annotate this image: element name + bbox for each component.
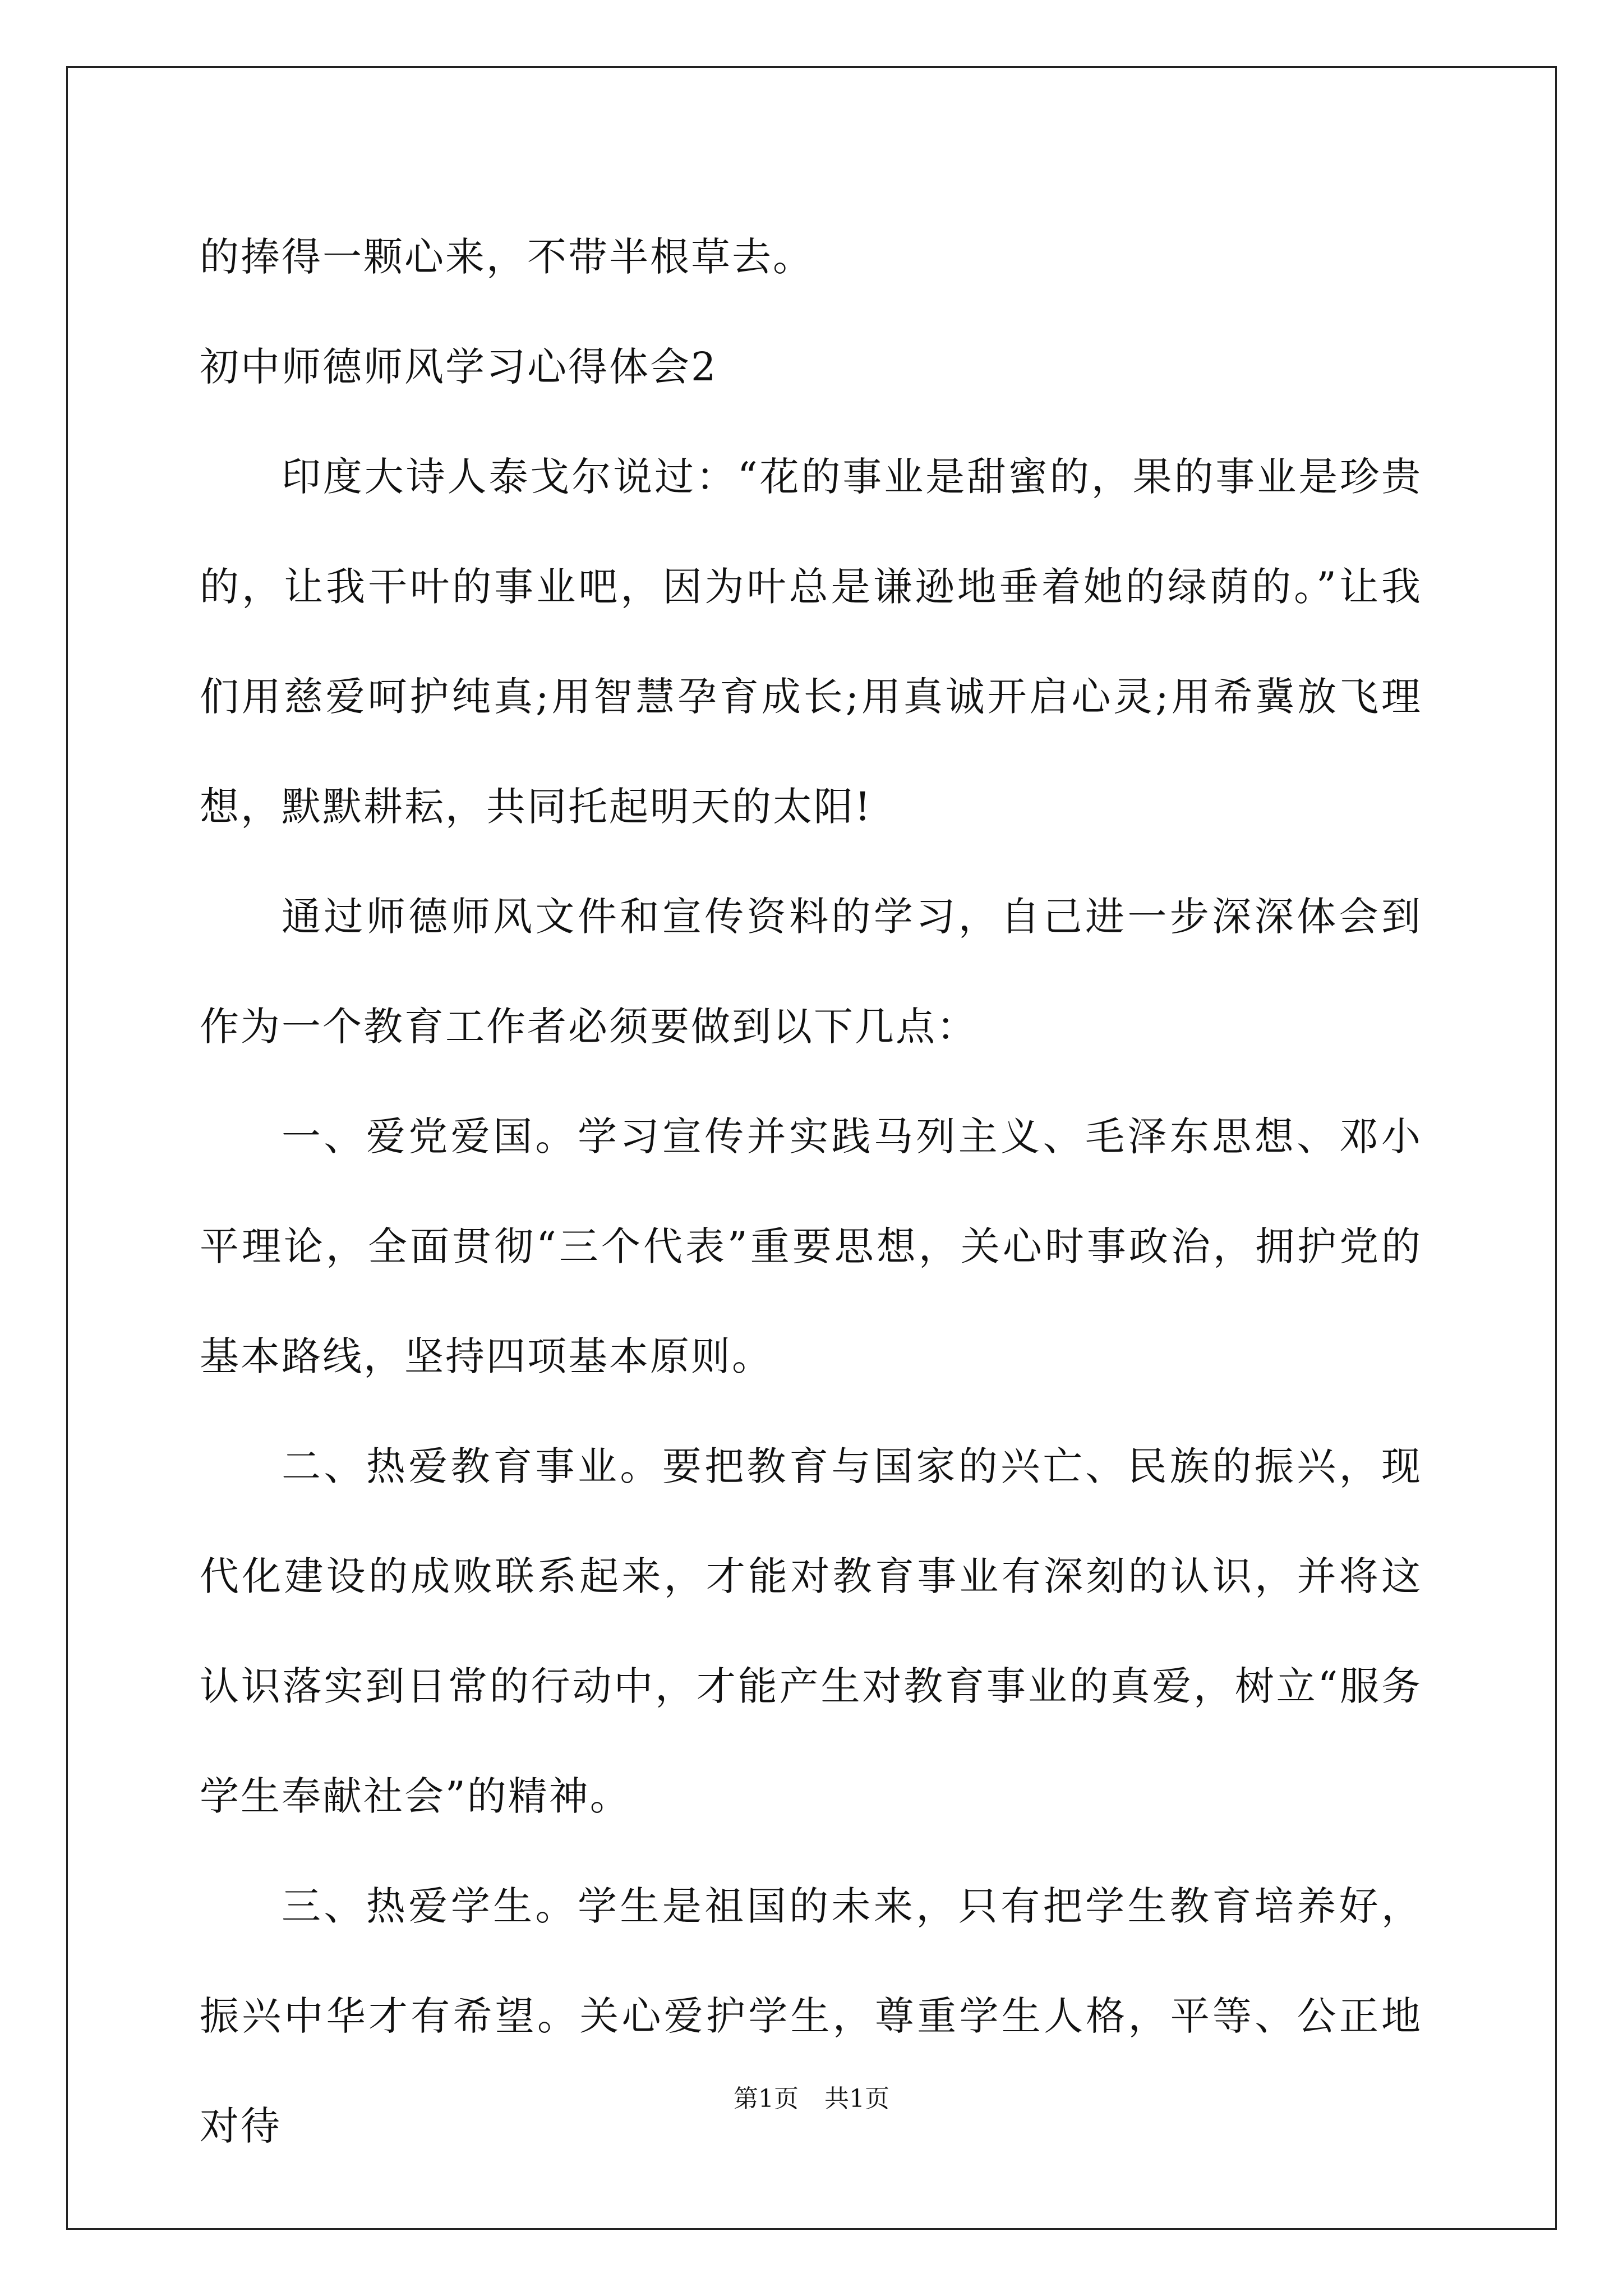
paragraph-point-one: 一、爱党爱国。学习宣传并实践马列主义、毛泽东思想、邓小平理论，全面贯彻“三个代表”重要思想，关心时事政治，拥护党的基本路线，坚持四项基本原则。 [200, 1114, 1422, 1379]
document-body [200, 202, 1422, 2181]
paragraph-continuation: 的捧得一颗心来，不带半根草去。 [200, 234, 814, 280]
page-footer [0, 2082, 1623, 2116]
paragraph-tagore-quote: 印度大诗人泰戈尔说过：“花的事业是甜蜜的，果的事业是珍贵的，让我干叶的事业吧，因为叶总是谦逊地垂着她的绿荫的。”让我们用慈爱呵护纯真;用智慧孕育成长;用真诚开启心灵;用希冀放飞理想，默默耕耘，共同托起明天的太阳! [200, 454, 1422, 830]
paragraph-point-two: 二、热爱教育事业。要把教育与国家的兴亡、民族的振兴，现代化建设的成败联系起来，才能对教育事业有深刻的认识，并将这认识落实到日常的行动中，才能产生对教育事业的真爱，树立“服务学生奉献社会”的精神。 [200, 1443, 1422, 1819]
section-title: 初中师德师风学习心得体会2 [200, 344, 718, 390]
paragraph-point-three: 三、热爱学生。学生是祖国的未来，只有把学生教育培养好，振兴中华才有希望。关心爱护学生，尊重学生人格，平等、公正地对待 [200, 1883, 1422, 2149]
paragraph-study-intro: 通过师德师风文件和宣传资料的学习，自己进一步深深体会到作为一个教育工作者必须要做到以下几点： [200, 894, 1422, 1050]
page-number-total: 共1页 [824, 2085, 889, 2113]
page-number-current: 第1页 [734, 2085, 799, 2113]
